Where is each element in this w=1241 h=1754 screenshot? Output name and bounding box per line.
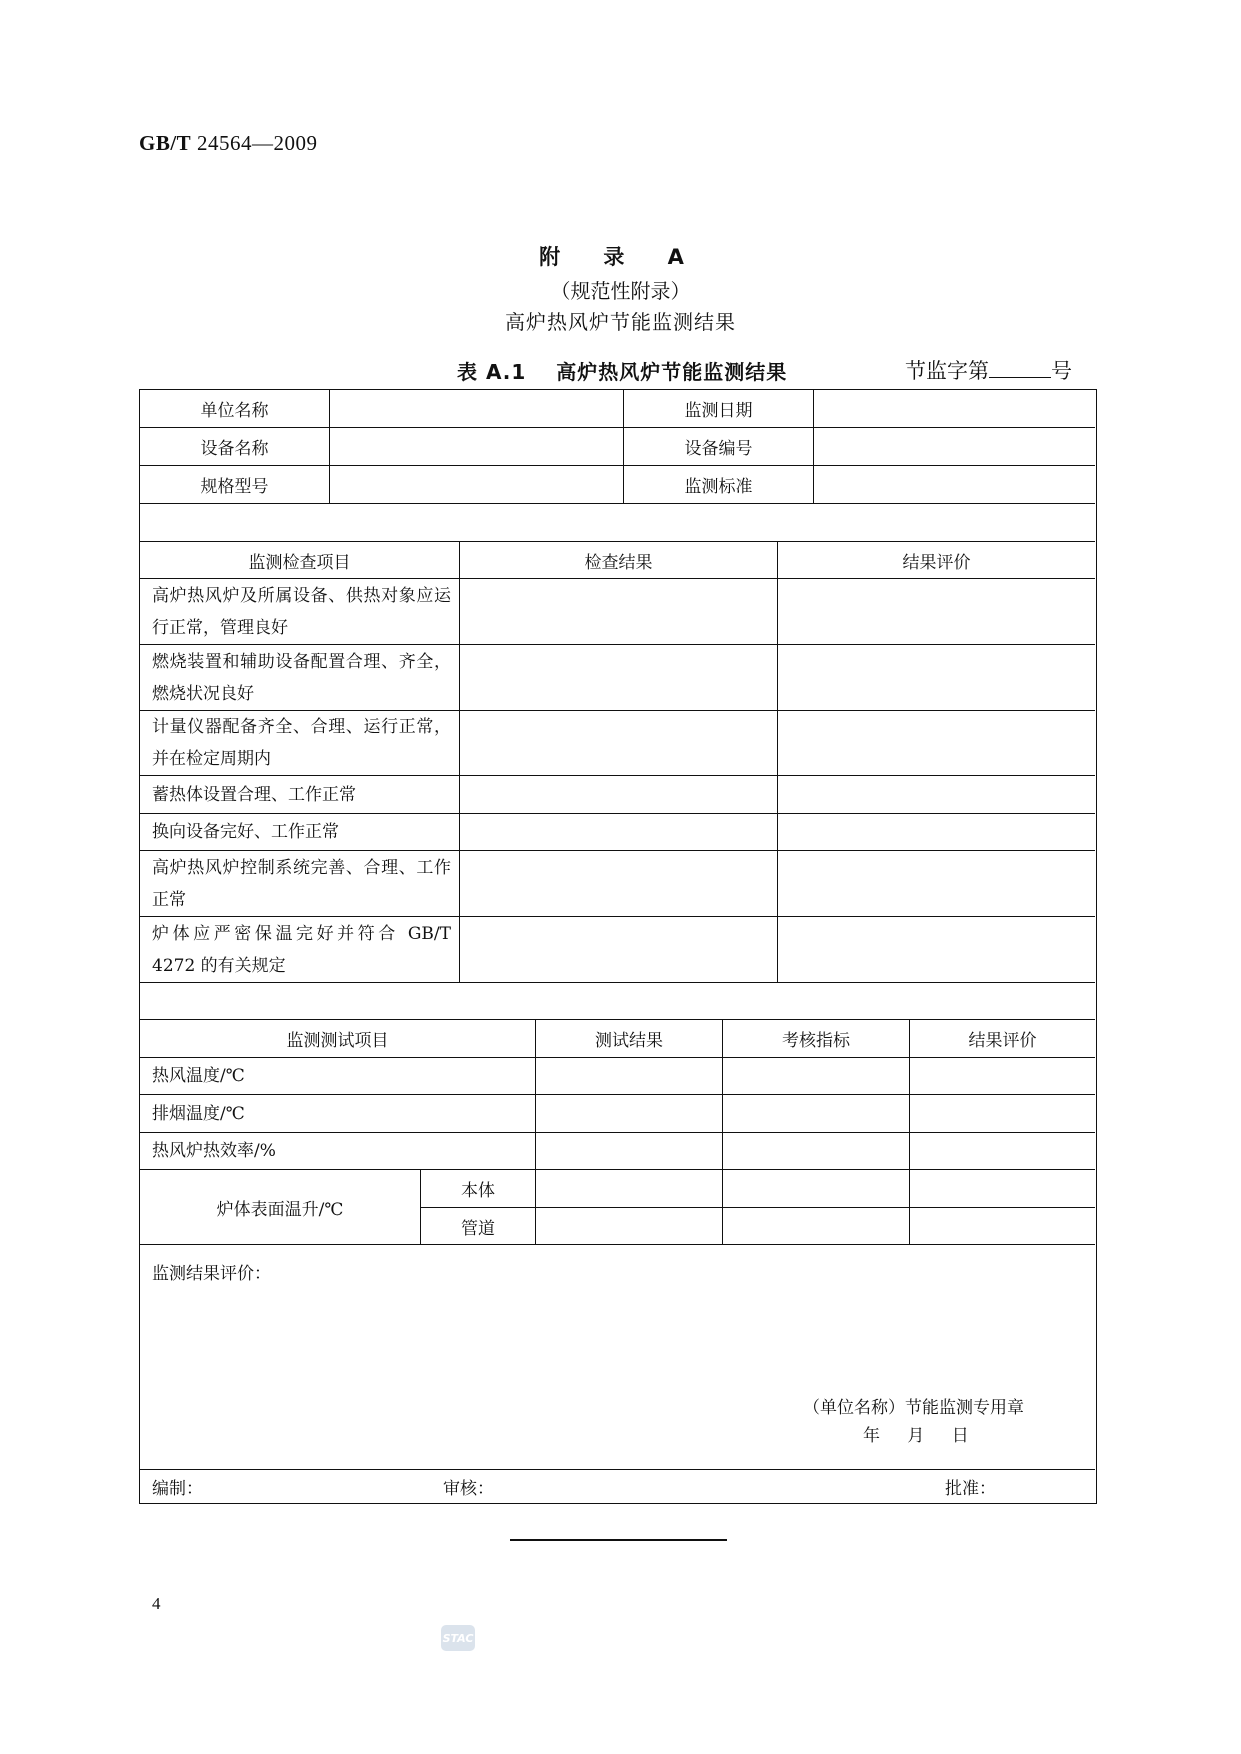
standard-prefix: GB/T xyxy=(139,131,192,155)
doc-number-blank xyxy=(989,359,1051,378)
inspection-result xyxy=(460,776,778,813)
testing-item: 排烟温度/℃ xyxy=(140,1095,536,1132)
stac-watermark-logo xyxy=(441,1625,475,1651)
inspection-evaluation-header: 结果评价 xyxy=(902,552,971,573)
surface-temp-label: 炉体表面温升/℃ xyxy=(140,1170,421,1244)
inspection-row xyxy=(140,644,1095,710)
prepared-by: 编制： xyxy=(152,1479,203,1499)
testing-row xyxy=(140,1132,1095,1169)
info-row-3 xyxy=(140,465,1095,503)
inspection-evaluation xyxy=(778,851,1095,916)
testing-index-header: 考核指标 xyxy=(723,1020,910,1057)
surface-temp-body-row xyxy=(421,1170,1095,1207)
inspection-result xyxy=(460,579,778,644)
doc-number-suffix: 号 xyxy=(1051,359,1072,383)
inspection-item: 高炉热风炉及所属设备、供热对象应运行正常，管理良好 xyxy=(140,579,460,644)
end-rule xyxy=(510,1539,727,1541)
page-number: 4 xyxy=(152,1594,161,1613)
testing-evaluation xyxy=(910,1133,1095,1169)
inspection-item: 换向设备完好、工作正常 xyxy=(140,814,460,850)
appendix-type: （规范性附录） xyxy=(550,279,691,303)
inspection-result xyxy=(460,917,778,982)
info-row-2 xyxy=(140,427,1095,465)
inspection-result xyxy=(460,711,778,775)
testing-result xyxy=(536,1058,723,1094)
testing-index xyxy=(723,1058,910,1094)
inspection-row xyxy=(140,916,1095,982)
inspection-result xyxy=(460,851,778,916)
table-caption xyxy=(457,356,787,385)
appendix-title: 附 录 A xyxy=(539,245,702,269)
inspection-item: 蓄热体设置合理、工作正常 xyxy=(140,776,460,813)
testing-result-header: 测试结果 xyxy=(536,1020,723,1057)
testing-index xyxy=(723,1095,910,1132)
table-number: 表 A.1 xyxy=(457,360,527,384)
inspection-item: 燃烧装置和辅助设备配置合理、齐全，燃烧状况良好 xyxy=(140,645,460,710)
testing-row xyxy=(140,1057,1095,1094)
signature-row xyxy=(140,1469,1095,1503)
testing-header-row xyxy=(140,1019,1095,1057)
monitor-date-label: 监测日期 xyxy=(624,390,814,427)
inspection-row xyxy=(140,850,1095,916)
surface-temp-group xyxy=(140,1169,1095,1244)
unit-name-value xyxy=(330,390,624,427)
testing-item: 热风温度/℃ xyxy=(140,1058,536,1094)
monitor-standard-label: 监测标准 xyxy=(624,466,814,503)
testing-item: 热风炉热效率/% xyxy=(140,1133,536,1169)
equipment-name-value xyxy=(330,428,624,465)
testing-evaluation-header: 结果评价 xyxy=(968,1031,1037,1051)
inspection-result-header: 检查结果 xyxy=(460,542,778,578)
body-result xyxy=(536,1170,723,1207)
inspection-item-header: 监测检查项目 xyxy=(140,542,460,578)
evaluation-label: 监测结果评价： xyxy=(152,1264,271,1284)
inspection-row xyxy=(140,578,1095,644)
equipment-name-label: 设备名称 xyxy=(140,428,330,465)
inspection-evaluation xyxy=(778,579,1095,644)
testing-index xyxy=(723,1133,910,1169)
standard-code: 24564—2009 xyxy=(196,131,318,155)
pipe-index xyxy=(723,1208,910,1245)
testing-item-header: 监测测试项目 xyxy=(140,1020,536,1057)
approved-by: 批准： xyxy=(945,1479,996,1499)
spacer-row xyxy=(140,503,1095,541)
info-row-1 xyxy=(140,390,1095,427)
monitoring-results-table xyxy=(139,389,1097,1504)
body-index xyxy=(723,1170,910,1207)
testing-result xyxy=(536,1133,723,1169)
inspection-result xyxy=(460,645,778,710)
unit-name-label: 单位名称 xyxy=(140,390,330,427)
spec-model-label: 规格型号 xyxy=(140,466,330,503)
watermark-text: STAC xyxy=(442,1631,474,1645)
inspection-evaluation xyxy=(778,917,1095,982)
testing-evaluation xyxy=(910,1095,1095,1132)
spec-model-value xyxy=(330,466,624,503)
inspection-item: 炉体应严密保温完好并符合 GB/T 4272 的有关规定 xyxy=(140,917,460,982)
standard-number xyxy=(139,131,317,156)
reviewed-by: 审核： xyxy=(443,1479,494,1499)
inspection-row xyxy=(140,710,1095,775)
surface-temp-pipe-row xyxy=(421,1207,1095,1245)
seal-date: 年 月 日 xyxy=(863,1426,969,1446)
testing-row xyxy=(140,1094,1095,1132)
inspection-item: 计量仪器配备齐全、合理、运行正常，并在检定周期内 xyxy=(140,711,460,775)
appendix-subtitle: 高炉热风炉节能监测结果 xyxy=(505,310,736,334)
document-number xyxy=(905,355,1072,385)
doc-number-prefix: 节监字第 xyxy=(905,359,989,383)
inspection-evaluation xyxy=(778,776,1095,813)
pipe-evaluation xyxy=(910,1208,1095,1245)
evaluation-block xyxy=(140,1244,1095,1469)
monitor-date-value xyxy=(814,390,1095,427)
testing-evaluation xyxy=(910,1058,1095,1094)
inspection-row xyxy=(140,813,1095,850)
body-evaluation xyxy=(910,1170,1095,1207)
inspection-item: 高炉热风炉控制系统完善、合理、工作正常 xyxy=(140,851,460,916)
inspection-row xyxy=(140,775,1095,813)
pipe-result xyxy=(536,1208,723,1245)
equipment-no-label: 设备编号 xyxy=(624,428,814,465)
inspection-evaluation xyxy=(778,711,1095,775)
spacer-row xyxy=(140,982,1095,1019)
inspection-evaluation xyxy=(778,814,1095,850)
monitor-standard-value xyxy=(814,466,1095,503)
pipe-label: 管道 xyxy=(421,1208,536,1245)
inspection-header-row xyxy=(140,541,1095,578)
inspection-result xyxy=(460,814,778,850)
table-title: 高炉热风炉节能监测结果 xyxy=(556,360,788,384)
body-label: 本体 xyxy=(421,1170,536,1207)
testing-result xyxy=(536,1095,723,1132)
seal-text: （单位名称）节能监测专用章 xyxy=(803,1398,1024,1418)
equipment-no-value xyxy=(814,428,1095,465)
inspection-evaluation xyxy=(778,645,1095,710)
